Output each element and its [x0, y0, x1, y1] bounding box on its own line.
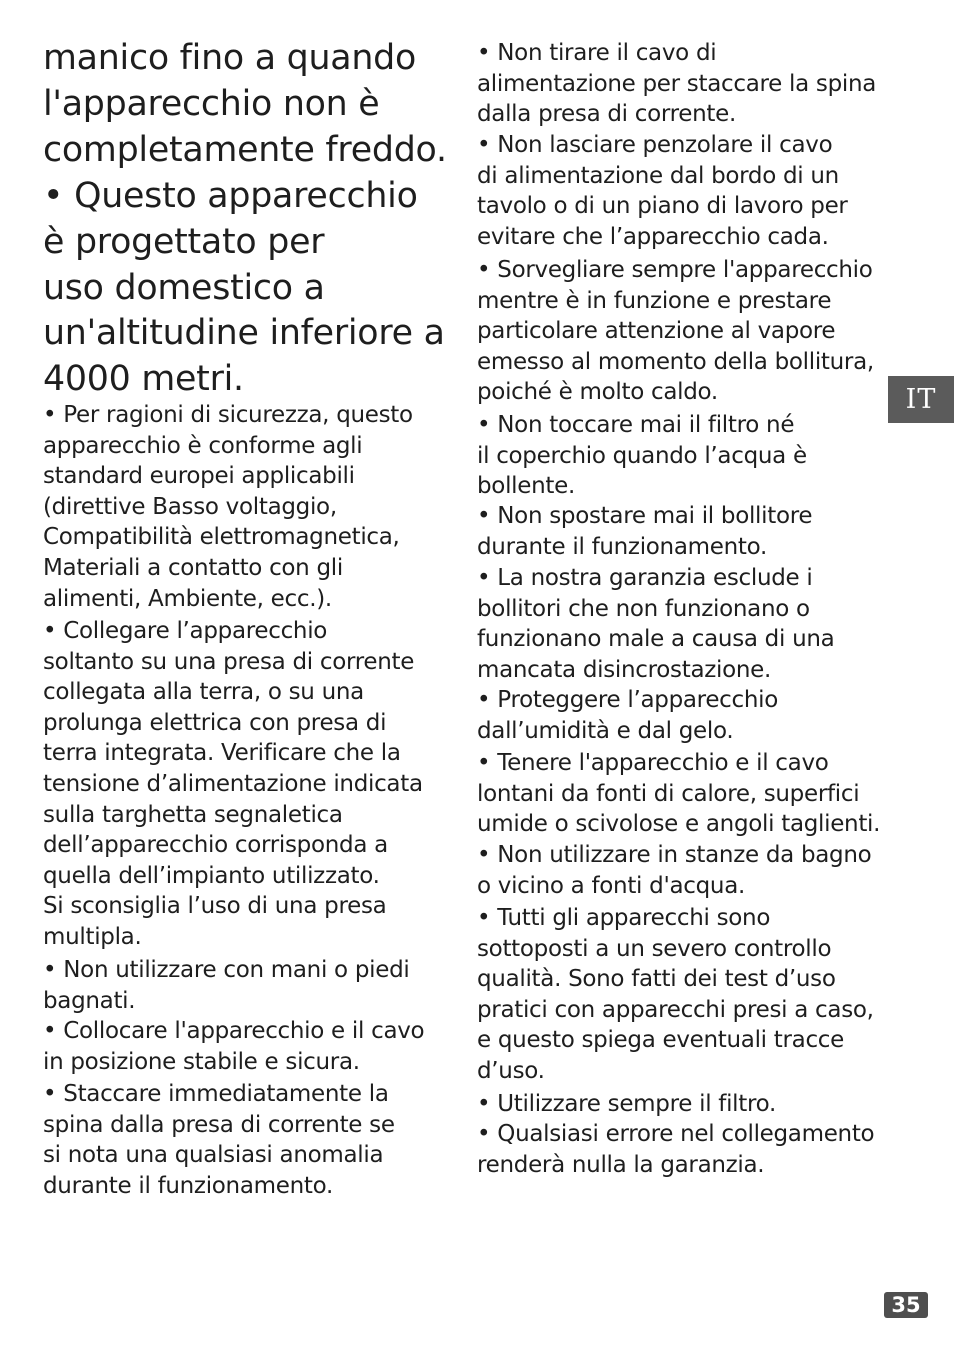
text-line: in posizione stabile e sicura.: [43, 1048, 360, 1075]
text-line: • Utilizzare sempre il filtro.: [477, 1091, 777, 1117]
text-line: alimenti, Ambiente, ecc.).: [43, 585, 332, 612]
text-line: renderà nulla la garanzia.: [477, 1151, 765, 1178]
text-line: o vicino a fonti d'acqua.: [477, 872, 745, 899]
text-line: durante il funzionamento.: [477, 533, 767, 560]
text-line: prolunga elettrica con presa di: [43, 709, 387, 736]
bullet-item: [43, 1016, 424, 1077]
text-line: bollente.: [477, 473, 575, 500]
bullet-item: [43, 616, 423, 953]
intro-line: 4000 metri.: [43, 359, 244, 400]
intro-line: completamente freddo.: [43, 129, 447, 170]
text-line: bagnati.: [43, 987, 136, 1014]
text-line: • Qualsiasi errore nel collegamento: [477, 1121, 875, 1147]
text-line: funzionano male a causa di una: [477, 626, 835, 653]
text-line: mancata disincrostazione.: [477, 656, 772, 683]
bullet-item: [477, 840, 871, 901]
page-number: 35: [884, 1292, 928, 1318]
text-line: sottoposti a un severo controllo: [477, 935, 832, 962]
text-line: collegata alla terra, o su una: [43, 679, 364, 706]
text-line: il coperchio quando l’acqua è: [477, 442, 807, 469]
intro-line: un'altitudine inferiore a: [43, 313, 445, 354]
text-line: qualità. Sono fatti dei test d’uso: [477, 966, 836, 993]
intro-line: è progettato per: [43, 221, 325, 262]
intro-line: • Questo apparecchio: [43, 175, 418, 216]
bullet-item: [477, 685, 778, 746]
bullet-item: [43, 955, 409, 1016]
text-line: • Collegare l’apparecchio: [43, 618, 328, 644]
text-line: bollitori che non funzionano o: [477, 595, 810, 622]
text-line: • Tutti gli apparecchi sono: [477, 905, 771, 931]
bullet-item: [477, 501, 812, 562]
text-line: evitare che l’apparecchio cada.: [477, 223, 829, 250]
text-line: dalla presa di corrente.: [477, 101, 736, 128]
text-line: lontani da fonti di calore, superfici: [477, 780, 860, 807]
text-line: • Tenere l'apparecchio e il cavo: [477, 750, 829, 776]
text-line: • Non tirare il cavo di: [477, 40, 717, 66]
text-line: poiché è molto caldo.: [477, 379, 718, 406]
bullet-item: [477, 130, 848, 252]
text-line: Materiali a contatto con gli: [43, 554, 343, 581]
text-line: Si sconsiglia l’uso di una presa: [43, 893, 387, 920]
text-line: soltanto su una presa di corrente: [43, 648, 415, 675]
bullet-item: [477, 38, 876, 130]
text-line: di alimentazione dal bordo di un: [477, 162, 839, 189]
text-line: • Non spostare mai il bollitore: [477, 503, 813, 529]
text-line: durante il funzionamento.: [43, 1172, 333, 1199]
text-line: • Non toccare mai il filtro né: [477, 412, 795, 438]
bullet-item: [477, 255, 874, 408]
intro-line: manico fino a quando: [43, 38, 417, 78]
text-line: quella dell’impianto utilizzato.: [43, 862, 380, 889]
text-line: standard europei applicabili: [43, 463, 355, 490]
text-line: (direttive Basso voltaggio,: [43, 493, 337, 520]
text-line: pratici con apparecchi presi a caso,: [477, 996, 874, 1023]
text-line: si nota una qualsiasi anomalia: [43, 1142, 384, 1169]
text-line: tavolo o di un piano di lavoro per: [477, 193, 848, 220]
text-line: mentre è in funzione e prestare: [477, 287, 832, 314]
text-line: multipla.: [43, 923, 142, 950]
text-line: terra integrata. Verificare che la: [43, 740, 401, 767]
bullet-item: [477, 748, 880, 840]
bullet-item: [477, 903, 874, 1087]
text-line: dell’apparecchio corrisponda a: [43, 832, 388, 859]
bullet-item: [477, 1089, 776, 1120]
intro-line: uso domestico a: [43, 267, 325, 308]
intro-large-text: [43, 36, 447, 403]
text-line: alimentazione per staccare la spina: [477, 70, 877, 97]
text-line: tensione d’alimentazione indicata: [43, 770, 423, 797]
language-tab: IT: [888, 376, 954, 423]
text-line: • Non utilizzare in stanze da bagno: [477, 842, 872, 868]
intro-line: l'apparecchio non è: [43, 83, 380, 124]
text-line: apparecchio è conforme agli: [43, 432, 363, 459]
bullet-item: [477, 563, 834, 685]
text-line: sulla targhetta segnaletica: [43, 801, 343, 828]
text-line: e questo spiega eventuali tracce: [477, 1027, 844, 1054]
text-line: • Per ragioni di sicurezza, questo: [43, 402, 413, 428]
text-line: • La nostra garanzia esclude i: [477, 565, 813, 591]
bullet-item: [43, 1079, 395, 1201]
bullet-item: [43, 400, 413, 614]
text-line: • Non utilizzare con mani o piedi: [43, 957, 410, 983]
text-line: Compatibilità elettromagnetica,: [43, 524, 400, 551]
text-line: • Staccare immediatamente la: [43, 1081, 389, 1107]
text-line: umide o scivolose e angoli taglienti.: [477, 811, 881, 838]
bullet-item: [477, 410, 807, 502]
text-line: spina dalla presa di corrente se: [43, 1111, 395, 1138]
text-line: emesso al momento della bollitura,: [477, 348, 874, 375]
text-line: • Collocare l'apparecchio e il cavo: [43, 1018, 425, 1044]
text-line: d’uso.: [477, 1057, 545, 1084]
text-line: • Sorvegliare sempre l'apparecchio: [477, 257, 873, 283]
text-line: particolare attenzione al vapore: [477, 318, 836, 345]
text-line: • Proteggere l’apparecchio: [477, 687, 779, 713]
text-line: dall’umidità e dal gelo.: [477, 717, 734, 744]
text-line: • Non lasciare penzolare il cavo: [477, 132, 833, 158]
bullet-item: [477, 1119, 874, 1180]
